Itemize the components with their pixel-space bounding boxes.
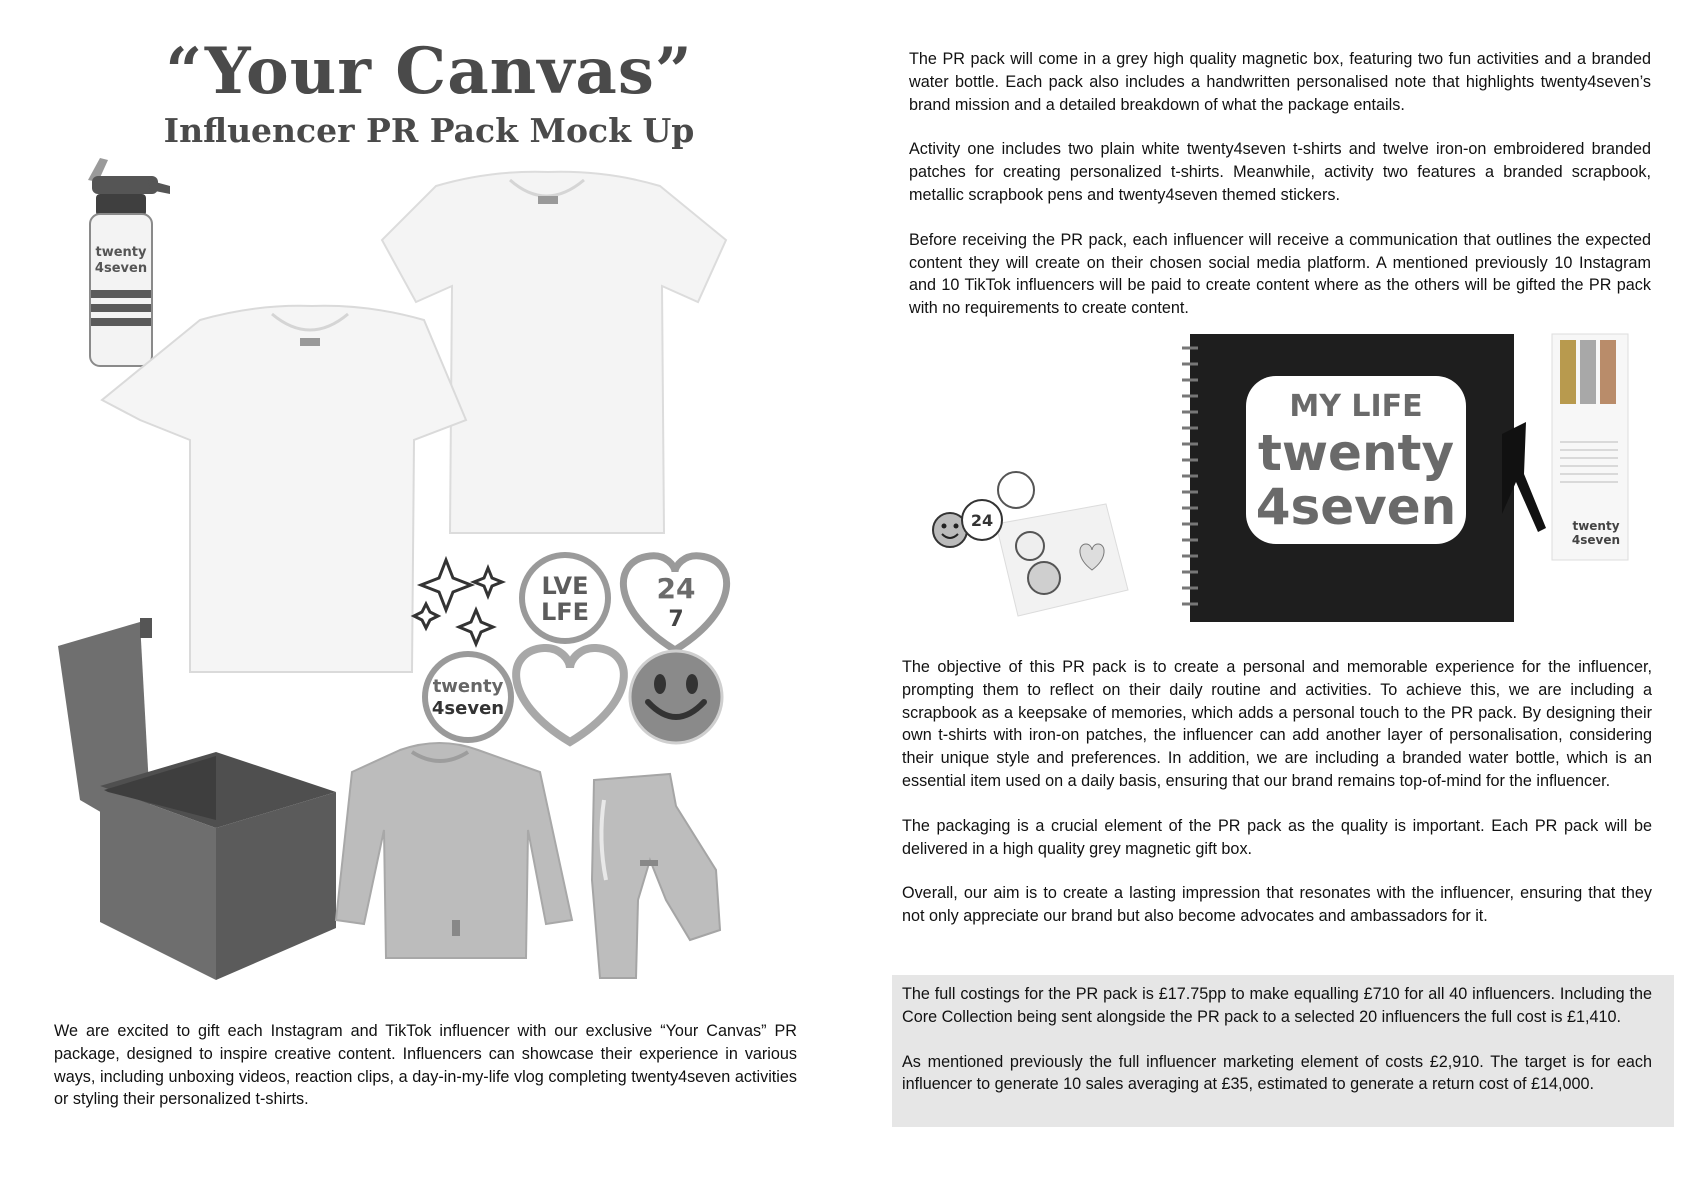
page-subtitle: Influencer PR Pack Mock Up [163, 111, 695, 150]
love-life-patch-image [519, 552, 611, 644]
patch-brand-top: twenty [432, 676, 504, 697]
stickers-image [933, 472, 1128, 616]
left-caption: We are excited to gift each Instagram and TikTok influencer with our exclusive “Your Canvas” PR package, designed to inspire creative content. Influencers can showcase their experience in various ways, including unboxing videos, reaction clips, a day-in-my-life vlog completing twenty4seven activities or styling their personalized t-shirts. [54, 1022, 797, 1109]
bottle-logo-top: twenty [95, 245, 147, 260]
heart-24-7-patch-image [623, 556, 726, 650]
bottle-logo-bottom: 4seven [94, 261, 148, 276]
brand-patch-image [422, 651, 514, 743]
scrapbook-line3: 4seven [1255, 478, 1457, 536]
overall-paragraph: Overall, our aim is to create a lasting impression that resonates with the influencer, ensuring that they not only appreciate our brand but also become advocates and ambassadors for it. [902, 884, 1652, 926]
joggers-image [592, 774, 720, 978]
communication-paragraph: Before receiving the PR pack, each influencer will receive a communication that outlines the expected content they will create on their chosen social media platform. A mentioned previously 10 Instagram and 10 TikTok influencers will be paid to create content where as the others will be gifted the PR pack with no requirements to create content. [909, 230, 1651, 318]
objective-paragraph: The objective of this PR pack is to create a personal and memorable experience for the influencer, prompting them to reflect on their daily routine and activities. To achieve this, we are including a scrapbook as a keepsake of memories, which adds a personal touch to the PR pack. By designing their own t-shirts with iron-on patches, the influencer can add another layer of personalisation, considering their unique style and preferences. In addition, we are including a branded water bottle, which is an essential item used on a daily basis, ensuring that our brand remains top-of-mind for the influencer. [902, 658, 1652, 790]
heart-patch-image [516, 648, 624, 742]
scrapbook-line1: MY LIFE [1289, 389, 1423, 424]
patch-7: 7 [668, 607, 684, 632]
smiley-patch-image [630, 651, 722, 743]
sparkles-patch-image [414, 560, 502, 644]
page-title: “Your Canvas” [165, 34, 693, 109]
patch-love-top: LVE [541, 572, 589, 600]
scrapbook-image [1182, 334, 1546, 622]
right-bottom-text [902, 656, 1652, 928]
metallic-pens-image [1552, 334, 1628, 560]
costings-paragraph: The full costings for the PR pack is £17.75pp to make equalling £710 for all 40 influencers. Including the Core Collection being sent alongside the PR pack to a selected 20 influencers the full cost is £1,410. [902, 985, 1652, 1026]
sweatshirt-image [336, 743, 572, 958]
pack-description-paragraph: The PR pack will come in a grey high quality magnetic box, featuring two fun activities and a branded water bottle. Each pack also includes a handwritten personalised note that highlights twenty4seven’s brand mission and a detailed breakdown of what the package entails. [909, 50, 1651, 114]
patch-brand-bottom: 4seven [431, 698, 505, 719]
packaging-paragraph: The packaging is a crucial element of the PR pack as the quality is important. Each PR pack will be delivered in a high quality grey magnetic gift box. [902, 816, 1652, 858]
product-collage [0, 0, 860, 1010]
scrapbook-line2: twenty [1257, 424, 1455, 482]
activities-paragraph: Activity one includes two plain white twenty4seven t-shirts and twelve iron-on embroidered branded patches for creating personalized t-shirts. Meanwhile, activity two features a branded scrapbook, metallic scrapbook pens and twenty4seven themed stickers. [909, 140, 1651, 204]
tshirt-front-image [102, 306, 466, 672]
water-bottle-image [88, 158, 170, 366]
pens-logo-bottom: 4seven [1571, 533, 1621, 547]
target-paragraph: As mentioned previously the full influencer marketing element of costs £2,910. The target is for each influencer to generate 10 sales averaging at £35, estimated to generate a return cost of £14,000. [902, 1052, 1652, 1094]
right-top-text [909, 48, 1651, 320]
patch-love-bottom: LFE [540, 598, 590, 626]
sticker-24: 24 [970, 511, 994, 530]
costs-box [892, 975, 1674, 1127]
patch-24: 24 [656, 572, 696, 605]
pens-logo-top: twenty [1572, 519, 1620, 533]
left-caption-block [54, 1020, 797, 1111]
scrapbook-set-image [926, 324, 1646, 634]
